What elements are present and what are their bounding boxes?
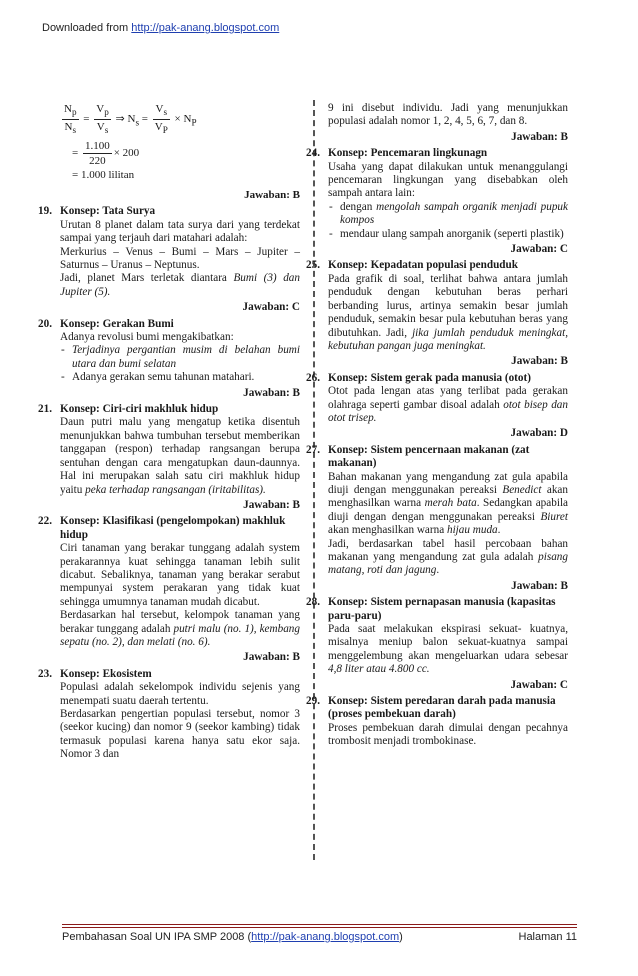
question-19: 19. Konsep: Tata Surya Urutan 8 planet dalam tata surya dari yang terdekat sampai yang terjauh dari matahari adalah: Merkurius – Venus – Bumi – Mars – Jupiter – Saturnus – Uranus – Neptunus. Jadi, planet Mars terletak diantara Bumi (3) dan Jupiter (5). Jawaban: C (38, 205, 300, 314)
question-20: 20. Konsep: Gerakan Bumi Adanya revolusi bumi mengakibatkan: - Terjadinya pergantian musim di belahan bumi utara dan bumi selatan - Adanya gerakan semu tahunan matahari. Jawaban: B (60, 318, 300, 400)
right-column (306, 102, 569, 749)
page-footer: Pembahasan Soal UN IPA SMP 2008 (http://pak-anang.blogspot.com) Halaman 11 (62, 931, 577, 943)
answer-28: Jawaban: C (510, 678, 568, 691)
answer-20: Jawaban: B (243, 386, 300, 399)
page-number: Halaman 11 (518, 931, 577, 943)
formula-line-2: = $\frac{1.100}{220}$ × 200 (72, 140, 140, 168)
footer-rule-top (62, 924, 577, 925)
question-28: 28. Konsep: Sistem pernapasan manusia (kapasitas paru-paru) Pada saat melakukan ekspirasi sekuat- kuatnya, misalnya meniup balon sekuat-kuatnya sampai menggelembung akan mengeluarkan udara sebesar 4,8 liter atau 4.800 cc. Jawaban: C (306, 596, 568, 691)
formula-block (60, 102, 300, 202)
answer-21: Jawaban: B (243, 498, 300, 511)
question-21: 21. Konsep: Ciri-ciri makhluk hidup Daun putri malu yang mengatup ketika disentuh menunjukkan bahwa tumbuhan tersebut memberikan tanggapan (respon) terhadap rangsangan berupa sentuhan dengan cara mengatupkan daun-daunnya. Hal ini merupakan salah satu ciri makhluk hidup yaitu peka terhadap rangsangan (iritabilitas). Jawaban: B (38, 403, 300, 511)
answer-27: Jawaban: B (511, 579, 568, 592)
answer-24: Jawaban: C (510, 243, 568, 256)
question-23-continued: 9 ini disebut individu. Jadi yang menunjukkan populasi adalah nomor 1, 2, 4, 5, 6, 7, dan 8. Jawaban: B (328, 102, 568, 143)
question-27: 27. Konsep: Sistem pencernaan makanan (zat makanan) Bahan makanan yang mengandung zat gula apabila diuji dengan menggunakan pereaksi Benedict akan menghasilkan warna merah bata. Sedangkan apabila diuji dengan dengan menggunakan pereaksi Biuret akan menghasilkan warna hijau muda. Jadi, berdasarkan tabel hasil percobaan bahan makanan yang mengandung zat gula adalah pisang matang, roti dan jagung. Jawaban: B (306, 443, 569, 592)
question-22: 22. Konsep: Klasifikasi (pengelompokan) makhluk hidup Ciri tanaman yang berakar tunggang adalah system perakarannya kuat sehingga tanaman lebih sulit dicabut. Sebaliknya, tanaman yang berakar serabut mempunyai system perakaran yang tidak kuat sehingga umumnya tanaman mudah dicabut. Berdasarkan hal tersebut, kelompok tanaman yang berakar tunggang adalah putri malu (no. 1), kembang sepatu (no. 2), dan melati (no. 6). Jawaban: B (38, 515, 300, 664)
question-29: 29. Konsep: Sistem peredaran darah pada manusia (proses pembekuan darah) Proses pembekuan darah dimulai dengan pecahnya trombosit menjadi trombokinase. (306, 695, 568, 748)
footer-link[interactable]: http://pak-anang.blogspot.com (251, 931, 400, 943)
download-header (42, 22, 279, 34)
left-column (38, 102, 300, 762)
answer-22: Jawaban: B (243, 651, 300, 664)
download-link[interactable]: http://pak-anang.blogspot.com (131, 22, 280, 34)
column-divider (313, 100, 315, 860)
question-23: 23. Konsep: Ekosistem Populasi adalah sekelompok individu sejenis yang menempati suatu daerah tertentu. Berdasarkan pengertian populasi tersebut, nomor 3 (seekor kucing) dan nomor 9 (seekor kambing) tidak termasuk populasi karena hanya satu ekor saja. Nomor 3 dan (38, 667, 300, 761)
answer-18: Jawaban: B (244, 189, 300, 202)
formula-line-3: = 1.000 lilitan (72, 169, 135, 182)
answer-19: Jawaban: C (242, 301, 300, 314)
question-26: 26. Konsep: Sistem gerak pada manusia (otot) Otot pada lengan atas yang terlibat pada gerakan olahraga seperti gambar disoal adalah otot bisep dan otot trisep. Jawaban: D (306, 371, 568, 440)
question-25: 25. Konsep: Kepadatan populasi penduduk Pada grafik di soal, terlihat bahwa antara jumlah penduduk dengan kebutuhan beras perhari berbanding lurus, artinya semakin besar jumlah penduduk, semakin besar pula kebutuhan beras yang dibutuhkan. Jadi, jika jumlah penduduk meningkat, kebutuhan pangan juga meningkat. Jawaban: B (306, 259, 568, 368)
answer-23: Jawaban: B (511, 130, 568, 143)
answer-25: Jawaban: B (511, 355, 568, 368)
formula-line-1: $\frac{N_p}{N_s}$ = $\frac{V_p}{V_s}$ ⇒ $N_s$ = $\frac{V_s}{V_P}$ × $N_P$ (64, 103, 197, 136)
footer-rule-bottom (62, 927, 577, 928)
download-prefix: Downloaded from (42, 22, 132, 34)
answer-26: Jawaban: D (510, 427, 568, 440)
question-24: 24. Konsep: Pencemaran lingkunagn Usaha yang dapat dilakukan untuk menanggulangi pencemaran lingkungan yang disebabkan oleh sampah antara lain: - dengan mengolah sampah organik menjadi pupuk kompos - mendaur ulang sampah anorganik (seperti plastik) Jawaban: C (328, 147, 568, 256)
